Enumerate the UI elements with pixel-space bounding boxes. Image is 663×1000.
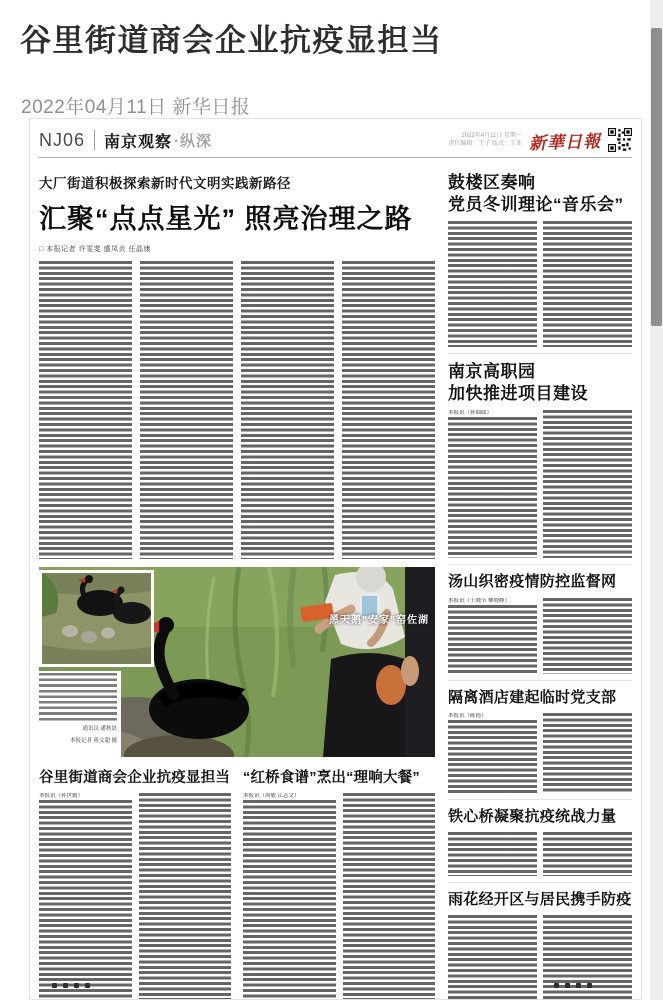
page-dot	[63, 983, 68, 988]
photo-caption	[39, 671, 121, 757]
body-text	[448, 720, 537, 793]
article-body	[448, 713, 632, 793]
photo-credit-2: 本报记者 蒋文超 摄	[69, 738, 117, 744]
section-subname: ·纵深	[174, 132, 213, 150]
caption-text	[39, 673, 117, 721]
photo-block	[39, 567, 435, 757]
article-body	[243, 793, 435, 1000]
bottom-articles	[39, 766, 435, 1000]
lead-byline: □ 本报记者 许雯斐 盛凤贞 任晶康	[39, 246, 152, 253]
article-headline: 汤山织密疫情防控监督网	[448, 573, 617, 591]
article-body	[448, 598, 632, 674]
masthead-meta	[448, 132, 522, 148]
body-text	[448, 915, 537, 1000]
body-text-column	[448, 221, 537, 347]
lead-body-text	[39, 261, 435, 559]
page-dots-left	[52, 983, 90, 988]
body-text-column	[39, 261, 132, 559]
headline-line2: 加快推进项目建设	[448, 384, 588, 404]
masthead-right	[448, 128, 632, 153]
article-headline	[448, 172, 632, 216]
body-text-column	[241, 261, 334, 559]
body-text	[543, 221, 632, 347]
body-text-column	[448, 915, 537, 1000]
body-text	[543, 598, 632, 674]
body-text-column	[448, 713, 537, 793]
newspaper-page	[29, 118, 642, 1000]
body-text-column	[543, 221, 632, 347]
photo-credit-1: 通讯员 潘秋晨	[82, 726, 117, 732]
article-byline: 本报讯（周敏 江志文）	[243, 793, 300, 799]
masthead-meta-line1: 2022年4月11日 星期一	[461, 133, 522, 139]
body-text	[448, 832, 537, 876]
body-text	[139, 793, 232, 1000]
body-text	[448, 605, 537, 674]
section-name: 南京观察	[104, 133, 173, 151]
qr-code-icon	[608, 128, 632, 152]
swan-family-inset-photo	[39, 570, 154, 667]
page-number: NJ06	[39, 129, 86, 150]
sidebar-column	[448, 166, 632, 1000]
article-byline: 本报讯（王晓节 柳晓峰）	[448, 597, 511, 604]
xinhua-daily-logo: 新華日報	[528, 131, 602, 153]
article-byline: 本报讯（陈艳）	[448, 712, 487, 719]
body-text	[343, 793, 436, 1000]
masthead-meta-line2: 责任编辑：王子 版式：王亚	[448, 141, 522, 147]
lead-headline: 汇聚“点点星光” 照亮治理之路	[39, 204, 413, 234]
body-text	[448, 221, 537, 347]
photo-overlay-title: 黑天鹅“安家”窑佐湖	[329, 615, 429, 626]
page-dots-right	[554, 983, 592, 988]
body-text-column	[543, 410, 632, 558]
page-dot	[587, 983, 592, 988]
body-text-column	[140, 261, 233, 559]
paper-masthead	[39, 126, 632, 154]
body-text-column	[243, 793, 336, 1000]
main-column	[39, 166, 435, 1000]
article-geli-hotel	[448, 688, 632, 800]
body-text-column	[448, 598, 537, 674]
body-text-column	[39, 793, 132, 1000]
body-text-column	[139, 793, 232, 1000]
article-byline: 本报讯（孙世勤）	[39, 793, 84, 799]
article-body	[448, 221, 632, 347]
article-tangshan	[448, 572, 632, 680]
article-headline	[448, 361, 632, 405]
article-headline: 雨花经开区与居民携手防疫	[448, 891, 632, 909]
article-headline: 隔离酒店建起临时党支部	[448, 688, 617, 706]
article-gaozhiyuan	[448, 361, 632, 565]
body-text	[448, 417, 537, 558]
headline-line1: 南京高职园	[448, 362, 536, 382]
body-text-column	[343, 793, 436, 1000]
article-headline: 铁心桥凝聚抗疫统战力量	[448, 807, 617, 825]
page-dot	[576, 983, 581, 988]
article-guli	[39, 766, 231, 1000]
page-title: 谷里街道商会企业抗疫显担当	[20, 23, 443, 58]
page-dot	[85, 983, 90, 988]
article-tiexinqiao	[448, 807, 632, 883]
article-yuhua	[448, 890, 632, 1000]
body-text-column	[543, 713, 632, 793]
body-text-column	[543, 832, 632, 876]
body-text	[543, 410, 632, 558]
page-dot	[74, 983, 79, 988]
article-byline: 本报讯（孙圆圆）	[448, 410, 493, 417]
page-content	[39, 166, 632, 1000]
article-body	[448, 410, 632, 558]
divider	[94, 130, 95, 150]
article-date-source: 2022年04月11日 新华日报	[21, 97, 251, 118]
article-headline: “红桥食谱”烹出“理响大餐”	[243, 770, 420, 786]
body-text	[243, 800, 336, 1000]
article-hongqiao	[243, 766, 435, 1000]
article-body	[448, 915, 632, 1000]
headline-line2: 党员冬训理论“音乐会”	[448, 195, 624, 215]
page-dot	[565, 983, 570, 988]
headline-line1: 鼓楼区奏响	[448, 173, 536, 192]
page-dot	[52, 983, 57, 988]
masthead-rule	[39, 157, 632, 158]
article-body	[448, 832, 632, 876]
body-text	[39, 800, 132, 1000]
lead-kicker: 大厂街道积极探索新时代文明实践新路径	[39, 176, 291, 191]
body-text	[543, 713, 632, 793]
body-text-column	[448, 410, 537, 558]
article-headline: 谷里街道商会企业抗疫显担当	[39, 770, 231, 786]
body-text-column	[448, 832, 537, 876]
body-text	[543, 832, 632, 876]
article-body	[39, 793, 231, 1000]
body-text-column	[342, 261, 435, 559]
page-dot	[554, 983, 559, 988]
article-gulou	[448, 172, 632, 354]
body-text-column	[543, 598, 632, 674]
scrollbar-thumb[interactable]	[651, 28, 662, 326]
